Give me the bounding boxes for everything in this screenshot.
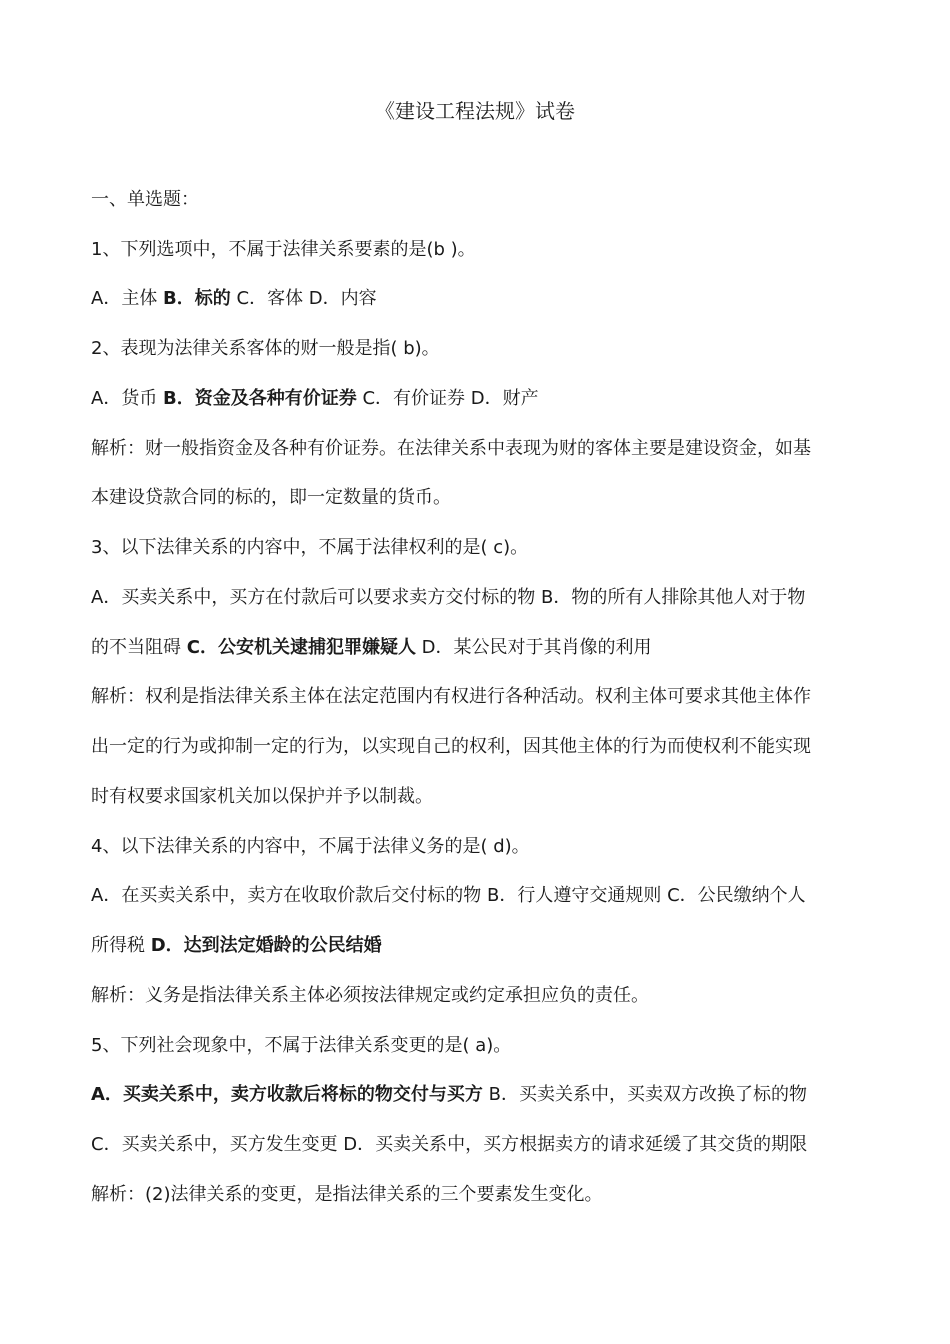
question-4-options-line-1: A．在买卖关系中，卖方在收取价款后交付标的物 B．行人遵守交通规则 C．公民缴纳个人 (91, 885, 806, 906)
answer-option-d: D．达到法定婚龄的公民结婚 (150, 935, 382, 956)
question-1-stem: 1、下列选项中，不属于法律关系要素的是(b )。 (91, 239, 476, 260)
document-title: 《建设工程法规》试卷 (375, 99, 575, 123)
options-post: B．买卖关系中，买卖双方改换了标的物 (482, 1084, 808, 1105)
answer-option-b: B．资金及各种有价证券 (163, 388, 357, 409)
options-post: D．某公民对于其肖像的利用 (415, 637, 652, 658)
options-rest: C．有价证券 D．财产 (356, 388, 539, 409)
answer-option-a: A．买卖关系中，卖方收款后将标的物交付与买方 (91, 1084, 483, 1105)
answer-option-b: B．标的 (163, 288, 231, 309)
question-2-analysis-line-1: 解析：财一般指资金及各种有价证券。在法律关系中表现为财的客体主要是建设资金，如基 (91, 438, 811, 459)
question-5-options-line-2: C．买卖关系中，买方发生变更 D．买卖关系中，买方根据卖方的请求延缓了其交货的期限 (91, 1134, 808, 1155)
question-5-stem: 5、下列社会现象中，不属于法律关系变更的是( a)。 (91, 1035, 512, 1056)
question-2-options (91, 385, 871, 413)
question-3-stem: 3、以下法律关系的内容中，不属于法律权利的是( c)。 (91, 537, 529, 558)
question-2-analysis-line-2: 本建设贷款合同的标的，即一定数量的货币。 (91, 487, 451, 508)
option-a: A．货币 (91, 388, 164, 409)
question-2-stem: 2、表现为法律关系客体的财一般是指( b)。 (91, 338, 440, 359)
options-pre: 的不当阻碍 (91, 637, 187, 658)
answer-option-c: C．公安机关逮捕犯罪嫌疑人 (186, 637, 416, 658)
section-heading: 一、单选题： (91, 189, 199, 210)
question-5-options-line-1 (91, 1081, 871, 1109)
question-4-analysis-line-1: 解析：义务是指法律关系主体必须按法律规定或约定承担应负的责任。 (91, 985, 649, 1006)
question-5-analysis-line-1: 解析：(2)法律关系的变更，是指法律关系的三个要素发生变化。 (91, 1184, 603, 1205)
question-1-options (91, 285, 871, 313)
question-3-options-line-1: A．买卖关系中，买方在付款后可以要求卖方交付标的物 B．物的所有人排除其他人对于物 (91, 587, 806, 608)
question-4-options-line-2 (91, 932, 871, 960)
options-pre: 所得税 (91, 935, 151, 956)
question-3-analysis-line-1: 解析：权利是指法律关系主体在法定范围内有权进行各种活动。权利主体可要求其他主体作 (91, 686, 811, 707)
question-3-analysis-line-2: 出一定的行为或抑制一定的行为，以实现自己的权利，因其他主体的行为而使权利不能实现 (91, 736, 811, 757)
question-3-analysis-line-3: 时有权要求国家机关加以保护并予以制裁。 (91, 786, 433, 807)
question-3-options-line-2 (91, 634, 871, 662)
option-a: A．主体 (91, 288, 164, 309)
question-4-stem: 4、以下法律关系的内容中，不属于法律义务的是( d)。 (91, 836, 530, 857)
options-rest: C．客体 D．内容 (230, 288, 377, 309)
